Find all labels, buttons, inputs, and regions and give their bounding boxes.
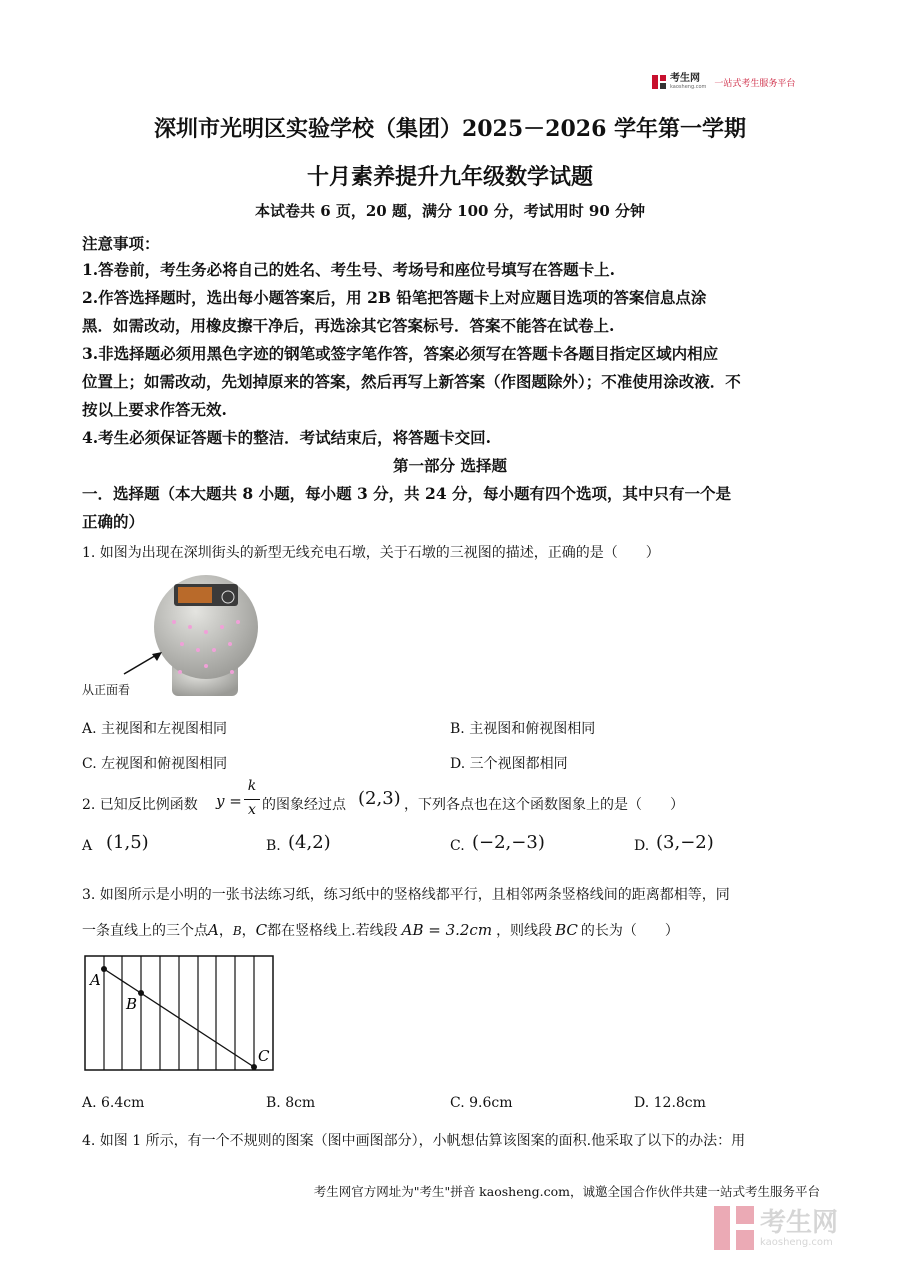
exam-subtitle: 本试卷共 6 页，20 题，满分 100 分，考试用时 90 分钟 xyxy=(254,202,646,220)
q2-option-d-value: (3,−2) xyxy=(656,832,714,853)
q2-option-d-letter: D. xyxy=(634,838,650,854)
q2-stem-a: 2. 已知反比例函数 xyxy=(82,797,198,813)
watermark-domain: kaosheng.com xyxy=(760,1236,833,1248)
notes-heading: 注意事项： xyxy=(82,234,160,253)
q1-figure-label: 从正面看 xyxy=(82,683,131,697)
q1-option-a: A. 主视图和左视图相同 xyxy=(82,721,228,737)
q1-option-b: B. 主视图和俯视图相同 xyxy=(450,721,596,737)
notes-item-1: 1.答卷前，考生务必将自己的姓名、考生号、考场号和座位号填写在答题卡上. xyxy=(82,260,616,279)
q1-option-c: C. 左视图和俯视图相同 xyxy=(82,756,228,772)
watermark-logo-icon xyxy=(714,1206,754,1250)
point-a-dot xyxy=(101,966,107,972)
q1-stem: 1. 如图为出现在深圳街头的新型无线充电石墩，关于石墩的三视图的描述，正确的是（ ） xyxy=(82,545,660,561)
q3-sep2: ， xyxy=(241,923,256,939)
notes-item-3b: 位置上；如需改动，先划掉原来的答案，然后再写上新答案（作图题除外）；不准使用涂改液．不 xyxy=(82,372,741,391)
q3-option-a: A. 6.4cm xyxy=(82,1095,145,1111)
pier-screen-display xyxy=(178,587,212,603)
watermark-brand: 考生网 xyxy=(760,1207,839,1238)
logo-domain: kaosheng.com xyxy=(670,84,707,90)
q3-option-b: B. 8cm xyxy=(266,1095,316,1111)
section1-header-a: 一．选择题（本大题共 8 小题，每小题 3 分，共 24 分，每小题有四个选项，其中只有一个是 xyxy=(82,484,732,503)
q3-calligraphy-grid-figure xyxy=(84,955,276,1073)
section1-header-b: 正确的） xyxy=(82,512,145,531)
q3-point-a: A xyxy=(208,921,219,939)
fig-label-c: C xyxy=(258,1047,270,1065)
q3-equation: AB = 3.2cm xyxy=(401,921,493,939)
q3-stem-line1: 3. 如图所示是小明的一张书法练习纸，练习纸中的竖格线都平行，且相邻两条竖格线间的距离都相等，同 xyxy=(82,887,730,903)
q2-option-b-value: (4,2) xyxy=(288,832,331,853)
notes-item-2b: 黑．如需改动，用橡皮擦干净后，再选涂其它答案标号．答案不能答在试卷上. xyxy=(82,316,615,335)
q3-option-c: C. 9.6cm xyxy=(450,1095,513,1111)
view-arrow-line xyxy=(124,654,158,674)
notes-item-2a: 2.作答选择题时，选出每小题答案后，用 2B 铅笔把答题卡上对应题目选项的答案信息点涂 xyxy=(82,288,707,307)
q3-stem2-d: 的长为（ ） xyxy=(580,923,679,939)
q3-stem2-b: 都在竖格线上.若线段 xyxy=(267,923,398,939)
q2-option-c-letter: C. xyxy=(450,838,465,854)
watermark-text xyxy=(760,1209,838,1248)
q3-point-c: C xyxy=(255,921,268,939)
kaosheng-logo-icon xyxy=(652,75,666,89)
q2-option-c-value: (−2,−3) xyxy=(472,832,545,853)
point-b-dot xyxy=(138,990,144,996)
q3-stem-line2 xyxy=(82,920,679,940)
brand-logo xyxy=(652,74,795,90)
part1-heading: 第一部分 选择题 xyxy=(393,456,507,475)
q3-stem2-c: ，则线段 xyxy=(496,923,553,939)
logo-slogan: 一站式考生服务平台 xyxy=(714,78,796,89)
q1-option-d: D. 三个视图都相同 xyxy=(450,756,568,772)
q2-option-a-letter: A xyxy=(82,838,93,854)
fig-label-b: B xyxy=(126,995,138,1013)
q2-option-b-letter: B. xyxy=(266,838,281,854)
q4-stem: 4. 如图 1 所示，有一个不规则的图案（图中画图部分），小帆想估算该图案的面积.他采取了以下的办法：用 xyxy=(82,1133,746,1149)
watermark xyxy=(714,1206,838,1250)
point-c-dot xyxy=(251,1064,257,1070)
q3-segment-bc: BC xyxy=(555,921,578,939)
notes-item-4: 4.考生必须保证答题卡的整洁．考试结束后，将答题卡交回. xyxy=(82,428,492,447)
q2-func-y: y = xyxy=(216,792,242,810)
exam-title-line2: 十月素养提升九年级数学试题 xyxy=(306,164,593,190)
notes-item-3a: 3.非选择题必须用黑色字迹的钢笔或签字笔作答，答案必须写在答题卡各题目指定区域内相应 xyxy=(82,344,719,363)
q2-fraction-bar xyxy=(244,799,260,800)
q2-func-denominator: x xyxy=(248,802,256,818)
q2-func-numerator: k xyxy=(247,778,257,794)
q3-point-b: B xyxy=(232,924,242,938)
logo-text-block xyxy=(670,74,706,90)
logo-brand: 考生网 xyxy=(670,73,700,84)
page-footer: 考生网官方网址为"考生"拼音 kaosheng.com，诚邀全国合作伙伴共建一站式考生服务平台 xyxy=(313,1184,820,1199)
q3-option-d: D. 12.8cm xyxy=(634,1095,706,1111)
q3-stem2-a: 一条直线上的三个点 xyxy=(82,923,208,939)
q2-point: (2,3) xyxy=(358,788,401,809)
q3-sep1: ， xyxy=(218,923,233,939)
q2-stem-b: 的图象经过点 xyxy=(262,797,346,813)
exam-title-line1: 深圳市光明区实验学校（集团）2025－2026 学年第一学期 xyxy=(153,116,747,142)
fig-label-a: A xyxy=(90,971,101,989)
notes-item-3c: 按以上要求作答无效. xyxy=(82,400,227,419)
q2-option-a-value: (1,5) xyxy=(106,832,149,853)
q2-stem-c: ，下列各点也在这个函数图象上的是（ ） xyxy=(404,797,684,813)
